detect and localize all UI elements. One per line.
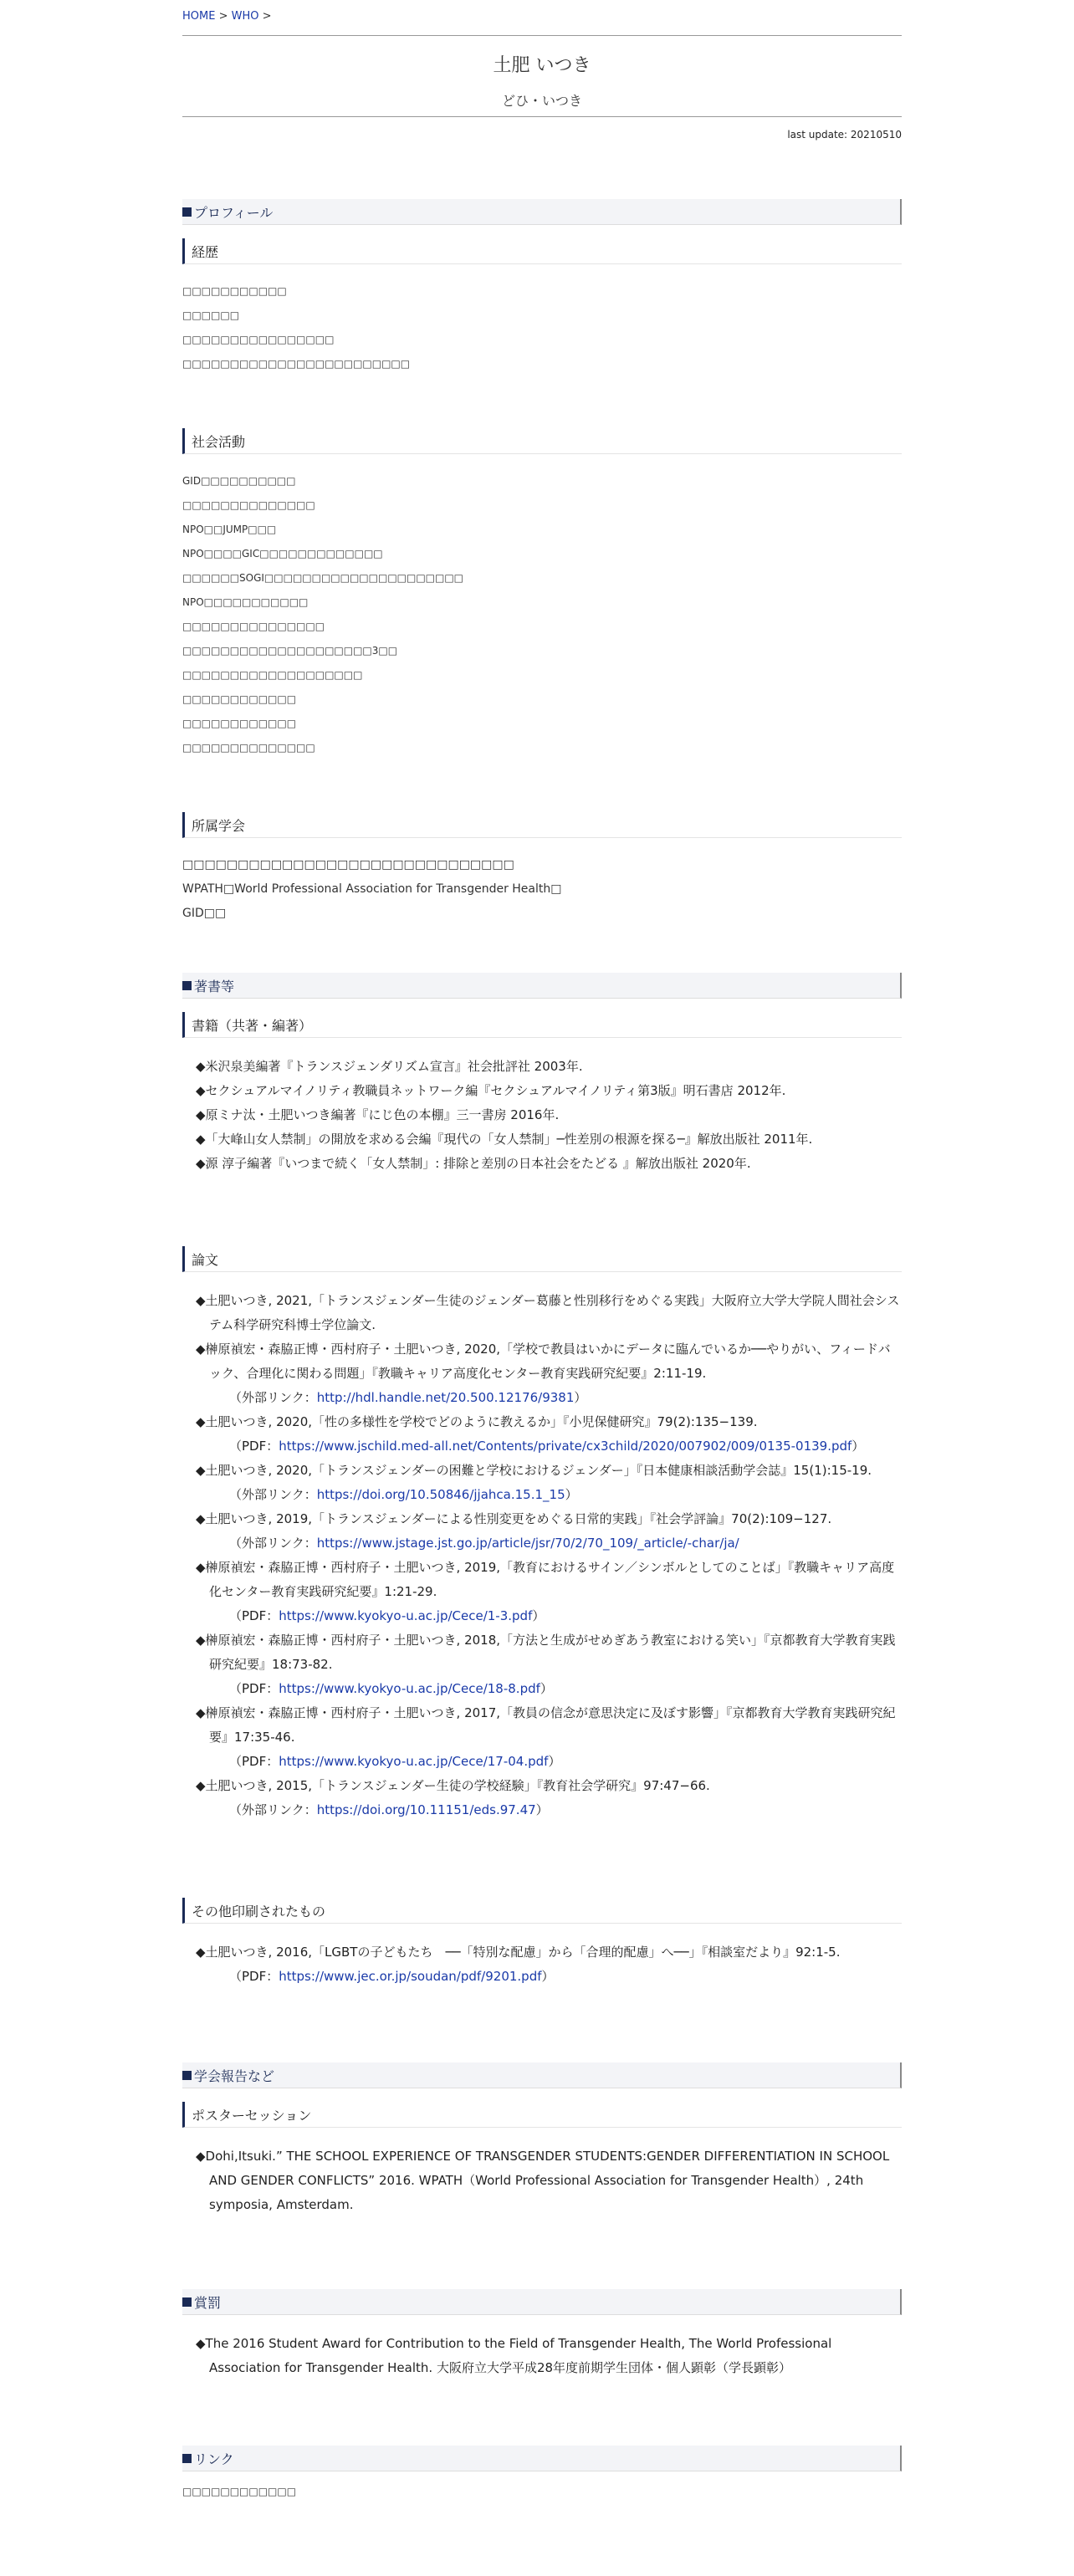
subsection-header-social [182, 428, 902, 454]
reference-link[interactable]: https://doi.org/10.11151/eds.97.47 [316, 1802, 536, 1817]
subsection-header-other-print [182, 1898, 902, 1924]
subsection-header-career [182, 238, 902, 264]
book-item: ◆米沢泉美編著『トランスジェンダリズム宣言』社会批評社 2003年. [196, 1059, 583, 1074]
subsection-title: 経歴 [192, 243, 219, 260]
section-title: 賞罰 [194, 2294, 222, 2311]
section-header-conference [182, 2062, 902, 2088]
paper-item [182, 1628, 902, 1701]
subsection-header-societies [182, 812, 902, 838]
society-item: □□□□□□□□□□□□□□□□□□□□□□□□□□□□□□ [182, 858, 514, 871]
subsection-title: その他印刷されたもの [192, 1903, 326, 1919]
reference-link-close: ） [535, 1802, 549, 1817]
reference-link[interactable]: https://www.kyokyo-u.ac.jp/Cece/18-8.pdf [279, 1681, 540, 1696]
page-title-reading: どひ・いつき [501, 93, 582, 109]
book-item: ◆「大峰山女人禁制」の開放を求める会編『現代の「女人禁制」─性差別の根源を探る─』解放出版社 2011年. [196, 1132, 813, 1147]
reference-link-label: （外部リンク： [229, 1802, 317, 1817]
section-header-works [182, 973, 902, 999]
reference-link-label: （PDF： [229, 1439, 279, 1454]
society-item: WPATH□World Professional Association for Transgender Health□ [182, 882, 562, 896]
book-item: ◆源 淳子編著『いつまで続く「女人禁制」: 排除と差別の日本社会をたどる 』解放出版社 2020年. [196, 1156, 751, 1171]
reference-text: ◆土肥いつき, 2015,「トランスジェンダー生徒の学校経験」『教育社会学研究』97:47−66. [196, 1778, 710, 1793]
reference-link[interactable]: http://hdl.handle.net/20.500.12176/9381 [316, 1390, 575, 1405]
reference-text: ◆土肥いつき, 2020,「性の多様性を学校でどのように教えるか」『小児保健研究』79(2):135−139. [196, 1414, 758, 1429]
last-update: last update: 20210510 [787, 129, 902, 141]
breadcrumb-separator: > [215, 10, 232, 23]
section-title: リンク [194, 2451, 234, 2467]
social-activity-item: NPO□□□□□□□□□□□ [182, 596, 309, 608]
title-block [182, 36, 902, 117]
paper-item [182, 1459, 902, 1507]
subsection-title: 書籍（共著・編著） [192, 1017, 313, 1034]
reference-text: ◆土肥いつき, 2016,「LGBTの子どもたち ──「特別な配慮」から「合理的配慮」へ──」『相談室だより』92:1-5. [196, 1945, 841, 1960]
reference-link[interactable]: https://www.kyokyo-u.ac.jp/Cece/17-04.pdf [279, 1754, 549, 1769]
social-activity-item: NPO□□□□GIC□□□□□□□□□□□□□ [182, 548, 383, 560]
society-list [182, 853, 902, 926]
social-activity-item: □□□□□□□□□□□□□□ [182, 499, 315, 511]
reference-link-line [209, 1483, 902, 1507]
other-print-item [182, 1940, 902, 1989]
career-item: □□□□□□ [182, 309, 240, 321]
social-activity-item: □□□□□□□□□□□□□□□□□□□□3□□ [182, 645, 398, 657]
reference-link-line [209, 1531, 902, 1556]
square-bullet-icon [182, 207, 192, 217]
other-print-list [182, 1940, 902, 1989]
breadcrumb [182, 0, 902, 36]
reference-link-label: （PDF： [229, 1969, 279, 1984]
social-activity-item: □□□□□□□□□□□□□□□ [182, 621, 325, 632]
social-activity-item: NPO□□JUMP□□□ [182, 524, 277, 535]
paper-item [182, 1774, 902, 1822]
poster-list [182, 2144, 902, 2217]
reference-text: ◆榊原禎宏・森脇正博・西村府子・土肥いつき, 2017,「教員の信念が意思決定に及ぼす影響」『京都教育大学教育実践研究紀要』17:35-46. [196, 1705, 896, 1745]
social-activity-item: □□□□□□□□□□□□□□□□□□□ [182, 669, 363, 681]
reference-link[interactable]: https://www.kyokyo-u.ac.jp/Cece/1-3.pdf [279, 1608, 533, 1623]
page [182, 0, 902, 2504]
paper-item [182, 1701, 902, 1774]
reference-link-close: ） [548, 1754, 561, 1769]
subsection-header-poster [182, 2102, 902, 2128]
reference-link[interactable]: https://www.jstage.jst.go.jp/article/jsr/70/2/70_109/_article/-char/ja/ [316, 1536, 739, 1551]
reference-link-close: ） [541, 1969, 555, 1984]
subsection-title: 社会活動 [192, 433, 246, 450]
subsection-title: 所属学会 [192, 817, 246, 834]
subsection-title: 論文 [192, 1251, 219, 1268]
reference-link-close: ） [565, 1487, 578, 1502]
social-list [182, 469, 902, 760]
section-title: 著書等 [194, 978, 235, 994]
career-list [182, 279, 902, 376]
subsection-header-papers [182, 1246, 902, 1272]
section-header-profile [182, 199, 902, 225]
reference-link-line [209, 1386, 902, 1410]
reference-link-label: （PDF： [229, 1754, 279, 1769]
square-bullet-icon [182, 981, 192, 990]
section-header-links [182, 2446, 902, 2471]
career-item: □□□□□□□□□□□□□□□□□□□□□□□□ [182, 358, 411, 370]
reference-link-label: （PDF： [229, 1681, 279, 1696]
paper-item [182, 1289, 902, 1337]
subsection-header-books [182, 1012, 902, 1038]
square-bullet-icon [182, 2297, 192, 2307]
reference-link-label: （外部リンク： [229, 1390, 317, 1405]
poster-item: ◆Dohi,Itsuki.” THE SCHOOL EXPERIENCE OF TRANSGENDER STUDENTS:GENDER DIFFERENTIATION IN SCHOOL AND GENDER CONFLICTS” 2016. WPATH（World Professional Association for Transgender Health）, 24th symposia, Amsterdam. [196, 2149, 890, 2212]
social-activity-item: □□□□□□SOGI□□□□□□□□□□□□□□□□□□□□□ [182, 572, 464, 584]
books-list [182, 1055, 902, 1176]
reference-text: ◆榊原禎宏・森脇正博・西村府子・土肥いつき, 2018,「方法と生成がせめぎあう教室における笑い」『京都教育大学教育実践研究紀要』18:73-82. [196, 1633, 896, 1672]
reference-link-close: ） [852, 1439, 865, 1454]
reference-text: ◆土肥いつき, 2019,「トランスジェンダーによる性別変更をめぐる日常的実践」『社会学評論』70(2):109−127. [196, 1511, 832, 1526]
reference-link-line [209, 1677, 902, 1701]
social-activity-item: GID□□□□□□□□□□ [182, 475, 296, 487]
paper-item [182, 1337, 902, 1410]
papers-list [182, 1289, 902, 1822]
reference-link[interactable]: https://doi.org/10.50846/jjahca.15.1_15 [316, 1487, 565, 1502]
society-item: GID□□ [182, 907, 227, 920]
social-activity-item: □□□□□□□□□□□□ [182, 718, 297, 729]
section-title: プロフィール [194, 204, 274, 221]
social-activity-item: □□□□□□□□□□□□ [182, 693, 297, 705]
reference-link-close: ） [532, 1608, 545, 1623]
social-activity-item: □□□□□□□□□□□□□□ [182, 742, 315, 754]
reference-link-close: ） [574, 1390, 587, 1405]
paper-item [182, 1507, 902, 1556]
links-list [182, 2480, 902, 2504]
subsection-title: ポスターセッション [192, 2107, 312, 2124]
reference-link-line [209, 1604, 902, 1628]
breadcrumb-separator: > [258, 10, 272, 23]
reference-link-line [209, 1750, 902, 1774]
career-item: □□□□□□□□□□□ [182, 285, 287, 297]
reference-link-close: ） [540, 1681, 553, 1696]
reference-link[interactable]: https://www.jschild.med-all.net/Contents/private/cx3child/2020/007902/009/0135-0139.pdf [279, 1439, 852, 1454]
breadcrumb-home-link[interactable]: HOME [182, 10, 216, 23]
reference-link-line [209, 1434, 902, 1459]
reference-text: ◆榊原禎宏・森脇正博・西村府子・土肥いつき, 2019,「教育におけるサイン／シンボルとしてのことば」『教職キャリア高度化センター教育実践研究紀要』1:21-29. [196, 1560, 895, 1599]
paper-item [182, 1410, 902, 1459]
link-item[interactable]: □□□□□□□□□□□□ [182, 2486, 297, 2497]
career-item: □□□□□□□□□□□□□□□□ [182, 334, 335, 345]
book-item: ◆セクシュアルマイノリティ教職員ネットワーク編『セクシュアルマイノリティ第3版』明石書店 2012年. [196, 1083, 786, 1098]
reference-text: ◆土肥いつき, 2020,「トランスジェンダーの困難と学校におけるジェンダー」『日本健康相談活動学会誌』15(1):15-19. [196, 1463, 872, 1478]
page-title: 土肥 いつき [493, 55, 591, 76]
reference-text: ◆土肥いつき, 2021,「トランスジェンダー生徒のジェンダー葛藤と性別移行をめぐる実践」大阪府立大学大学院人間社会システム科学研究科博士学位論文. [196, 1293, 900, 1332]
reference-link-line [209, 1798, 902, 1822]
reference-text: ◆榊原禎宏・森脇正博・西村府子・土肥いつき, 2020,「学校で教員はいかにデータに臨んでいるか──やりがい、フィードバック、合理化に関わる問題」『教職キャリア高度化センター教育実践研究紀要』2:11-19. [196, 1342, 891, 1381]
section-header-awards [182, 2289, 902, 2315]
reference-link-label: （PDF： [229, 1608, 279, 1623]
paper-item [182, 1556, 902, 1628]
breadcrumb-who-link[interactable]: WHO [231, 10, 259, 23]
book-item: ◆原ミナ汰・土肥いつき編著『にじ色の本棚』三一書房 2016年. [196, 1107, 560, 1122]
reference-link-label: （外部リンク： [229, 1536, 317, 1551]
award-item: ◆The 2016 Student Award for Contribution to the Field of Transgender Health, The World Professional Association for Transgender Health. 大阪府立大学平成28年度前期学生団体・個人顕彰（学長顕彰） [196, 2336, 832, 2375]
reference-link-label: （外部リンク： [229, 1487, 317, 1502]
square-bullet-icon [182, 2071, 192, 2080]
reference-link-line [209, 1965, 902, 1989]
awards-list [182, 2332, 902, 2380]
square-bullet-icon [182, 2454, 192, 2463]
reference-link[interactable]: https://www.jec.or.jp/soudan/pdf/9201.pdf [279, 1969, 542, 1984]
section-title: 学会報告など [194, 2067, 275, 2084]
